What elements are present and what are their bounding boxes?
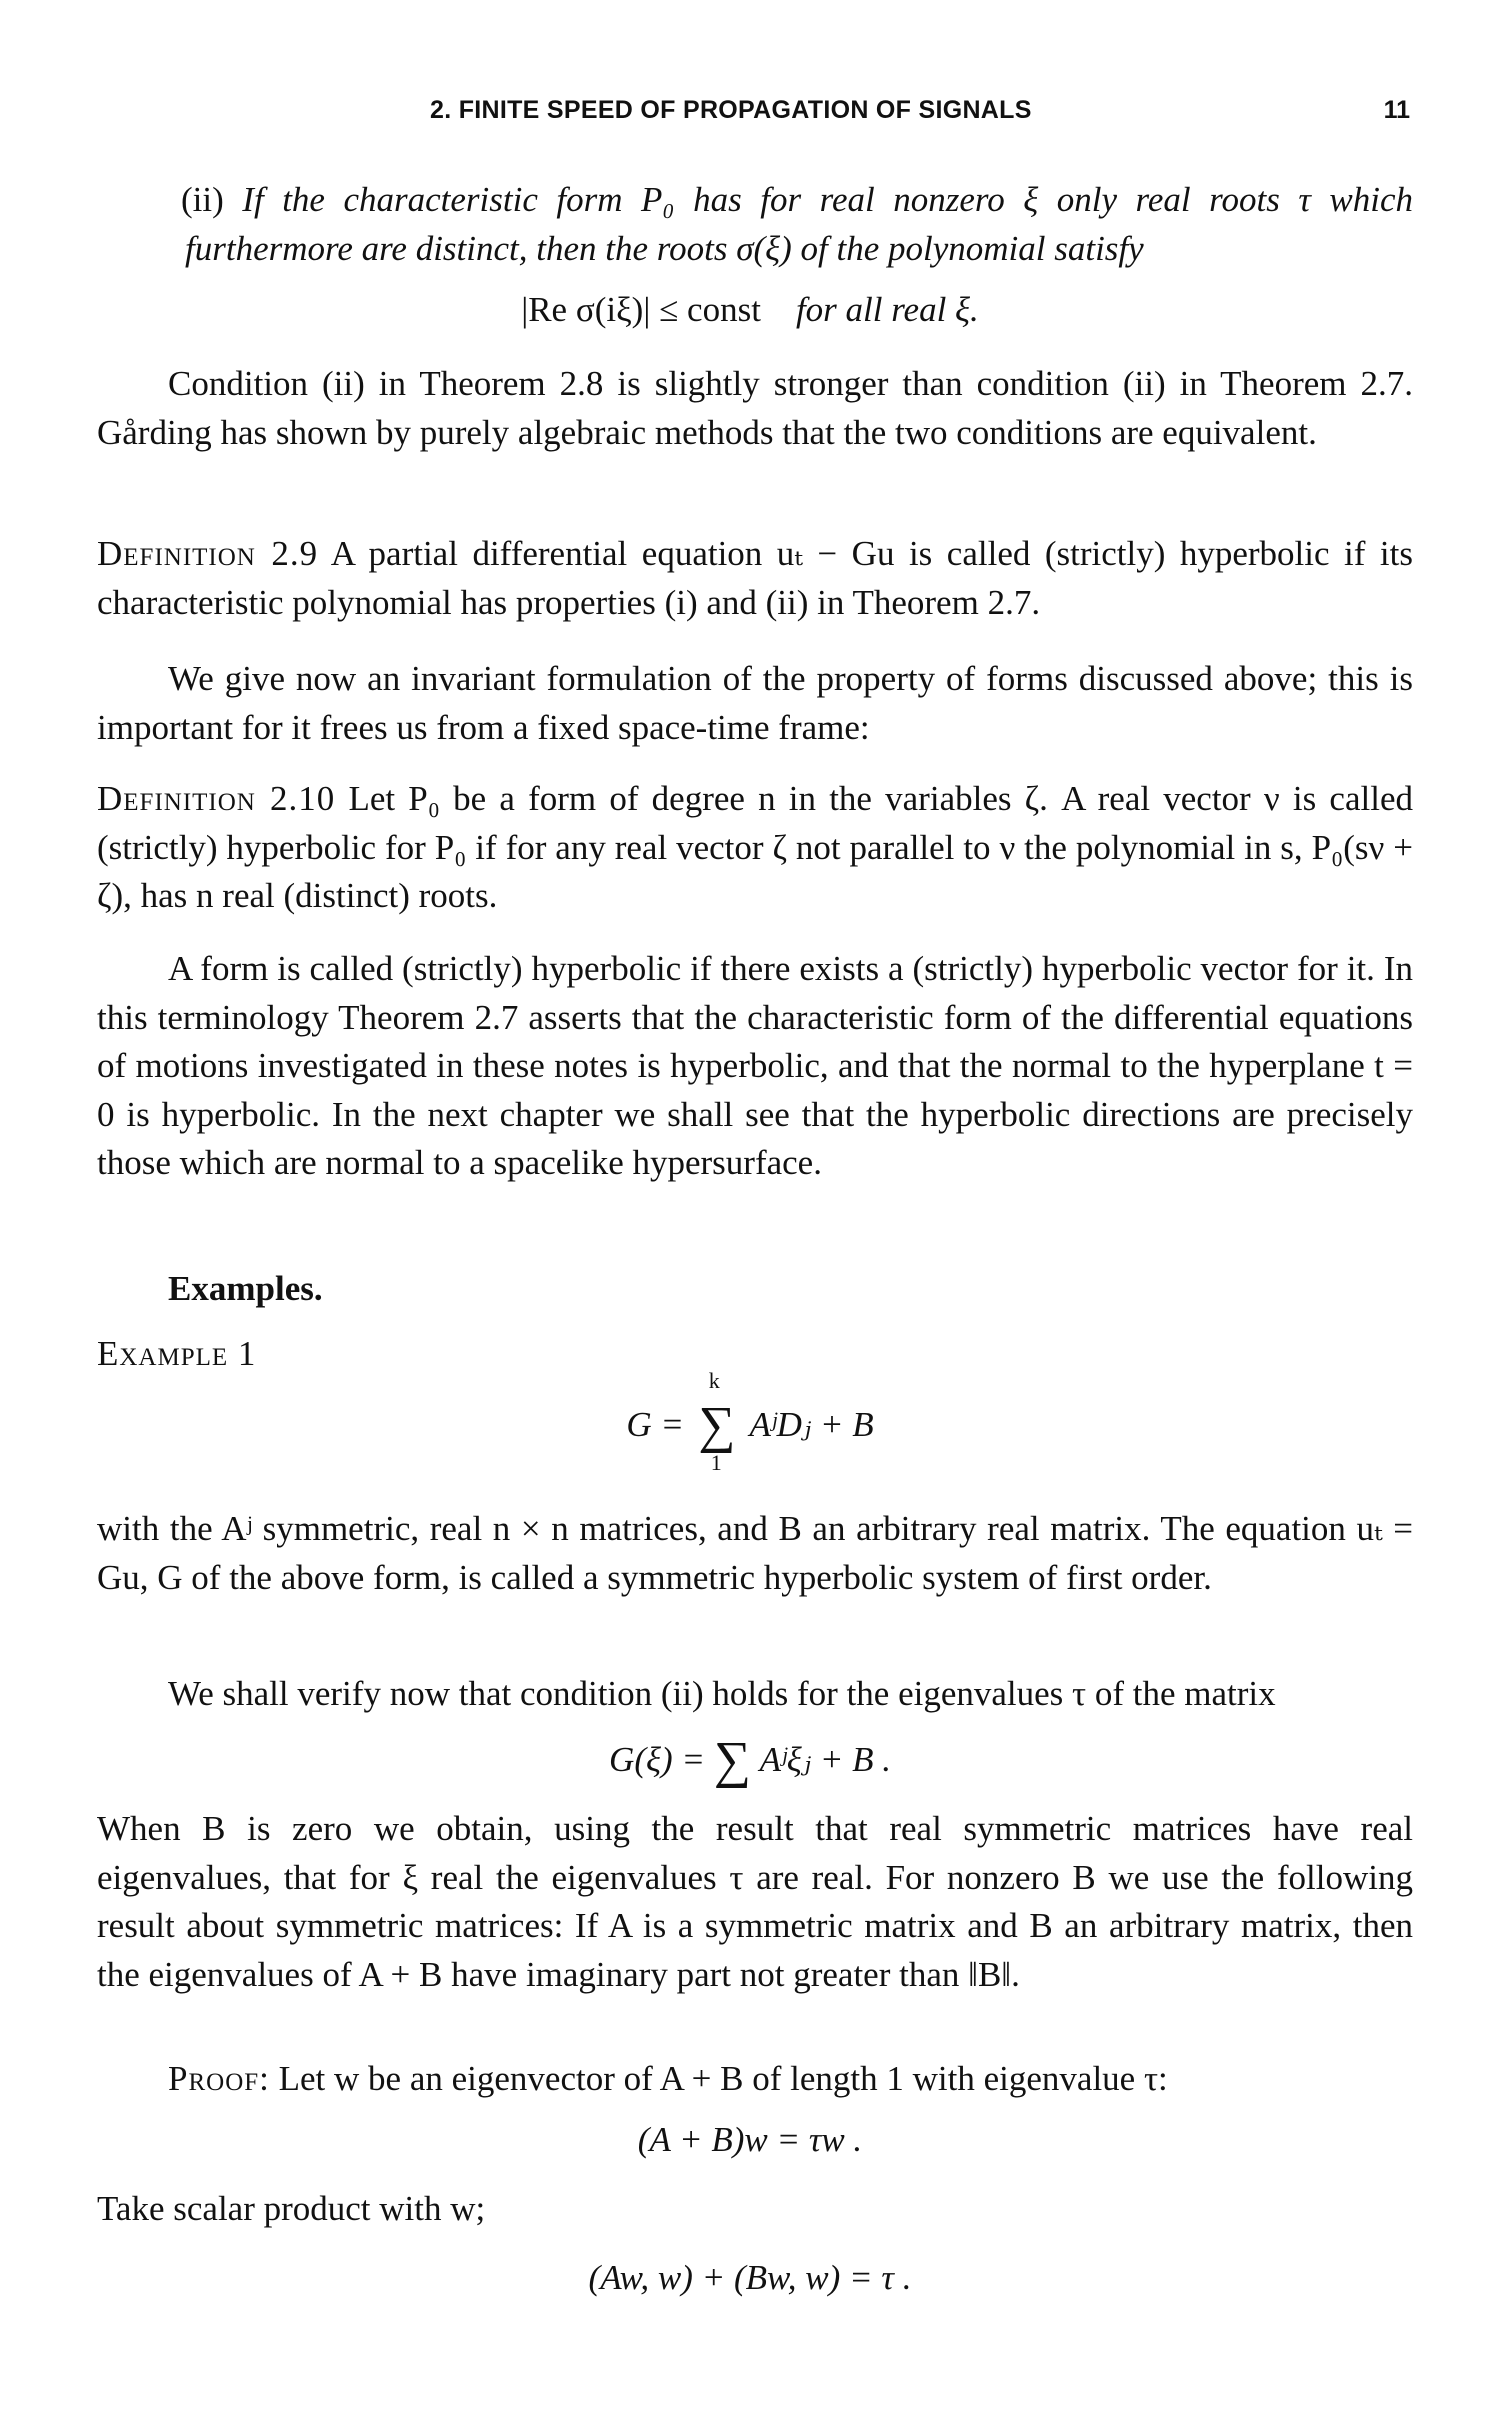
proof-label: Proof: (168, 2059, 270, 2098)
item-ii (97, 176, 1413, 273)
proof-text: Let w be an eigenvector of A + B of length 1 with eigenvalue τ: (278, 2059, 1168, 2098)
sum-upper-limit: k (708, 1368, 720, 1393)
item-ii-formula (0, 290, 1500, 330)
sum-lower-limit: 1 (710, 1450, 722, 1475)
paragraph-invariant: We give now an invariant formulation of the property of forms discussed above; this is important for it frees us from a fixed space-time frame: (97, 659, 1413, 747)
page-number: 11 (1383, 96, 1410, 124)
paragraph-condition: Condition (ii) in Theorem 2.8 is slightly stronger than condition (ii) in Theorem 2.7. Gårding has shown by purely algebraic methods that the two conditions are equivalent. (97, 364, 1413, 452)
header-title: 2. FINITE SPEED OF PROPAGATION OF SIGNALS (430, 96, 1032, 124)
definition-2-10-text: Let P₀ be a form of degree n in the variables ζ. A real vector ν is called (strictly) hyperbolic for P₀ if for any real vector ζ not parallel to ν the polynomial in s, P₀(sν + ζ), has n real (distinct) roots. (97, 779, 1413, 915)
equation-eigen: (A + B)w = τw . (637, 2120, 863, 2159)
eq-Gxi-lhs: G(ξ) = (609, 1740, 705, 1779)
definition-2-10 (97, 775, 1413, 921)
eq-G-rhs: AʲDⱼ + B (749, 1405, 874, 1444)
definition-2-9-text: A partial differential equation uₜ − Gu is called (strictly) hyperbolic if its characteristic polynomial has properties (i) and (ii) in Theorem 2.7. (97, 534, 1413, 622)
eq-Gxi-rhs: Aʲξⱼ + B . (759, 1740, 891, 1779)
item-ii-text: If the characteristic form P₀ has for real nonzero ξ only real roots τ which furthermore are distinct, then the roots σ(ξ) of the polynomial satisfy (185, 180, 1413, 268)
formula-right: for all real ξ. (795, 290, 979, 329)
definition-2-9 (97, 530, 1413, 627)
eq-G-lhs: G = (626, 1405, 684, 1444)
example-1-label: Example 1 (97, 1334, 257, 1373)
running-header (150, 96, 1410, 136)
proof (97, 2055, 1413, 2104)
item-ii-label: (ii) (181, 180, 224, 219)
paragraph-with: with the Aʲ symmetric, real n × n matrices, and B an arbitrary real matrix. The equation uₜ = Gu, G of the above form, is called a symmetric hyperbolic system of first order. (97, 1509, 1413, 1597)
paragraph-hyperbolic-form: A form is called (strictly) hyperbolic if there exists a (strictly) hyperbolic vector for it. In this terminology Theorem 2.7 asserts that the characteristic form of the differential equations of motions investigated in these notes is hyperbolic, and that the normal to the hyperplane t = 0 is hyperbolic. In the next chapter we shall see that the hyperbolic directions are precisely those which are normal to a spacelike hypersurface. (97, 949, 1413, 1182)
definition-2-10-label: Definition 2.10 (97, 779, 336, 818)
summation-icon-2: ∑ (713, 1732, 751, 1789)
equation-G (0, 1368, 1500, 1500)
paragraph-take: Take scalar product with w; (97, 2189, 486, 2228)
summation-icon: ∑ (698, 1397, 736, 1454)
definition-2-9-label: Definition 2.9 (97, 534, 319, 573)
equation-G-xi (0, 1725, 1500, 1789)
formula-left: |Re σ(iξ)| ≤ const (521, 290, 761, 329)
paragraph-verify: We shall verify now that condition (ii) holds for the eigenvalues τ of the matrix (168, 1674, 1276, 1713)
examples-heading: Examples. (168, 1269, 323, 1308)
paragraph-when: When B is zero we obtain, using the result that real symmetric matrices have real eigenvalues, that for ξ real the eigenvalues τ are real. For nonzero B we use the following result about symmetric matrices: If A is a symmetric matrix and B an arbitrary matrix, then the eigenvalues of A + B have imaginary part not greater than ‖B‖. (97, 1809, 1413, 1994)
equation-scalar: (Aw, w) + (Bw, w) = τ . (588, 2258, 912, 2297)
